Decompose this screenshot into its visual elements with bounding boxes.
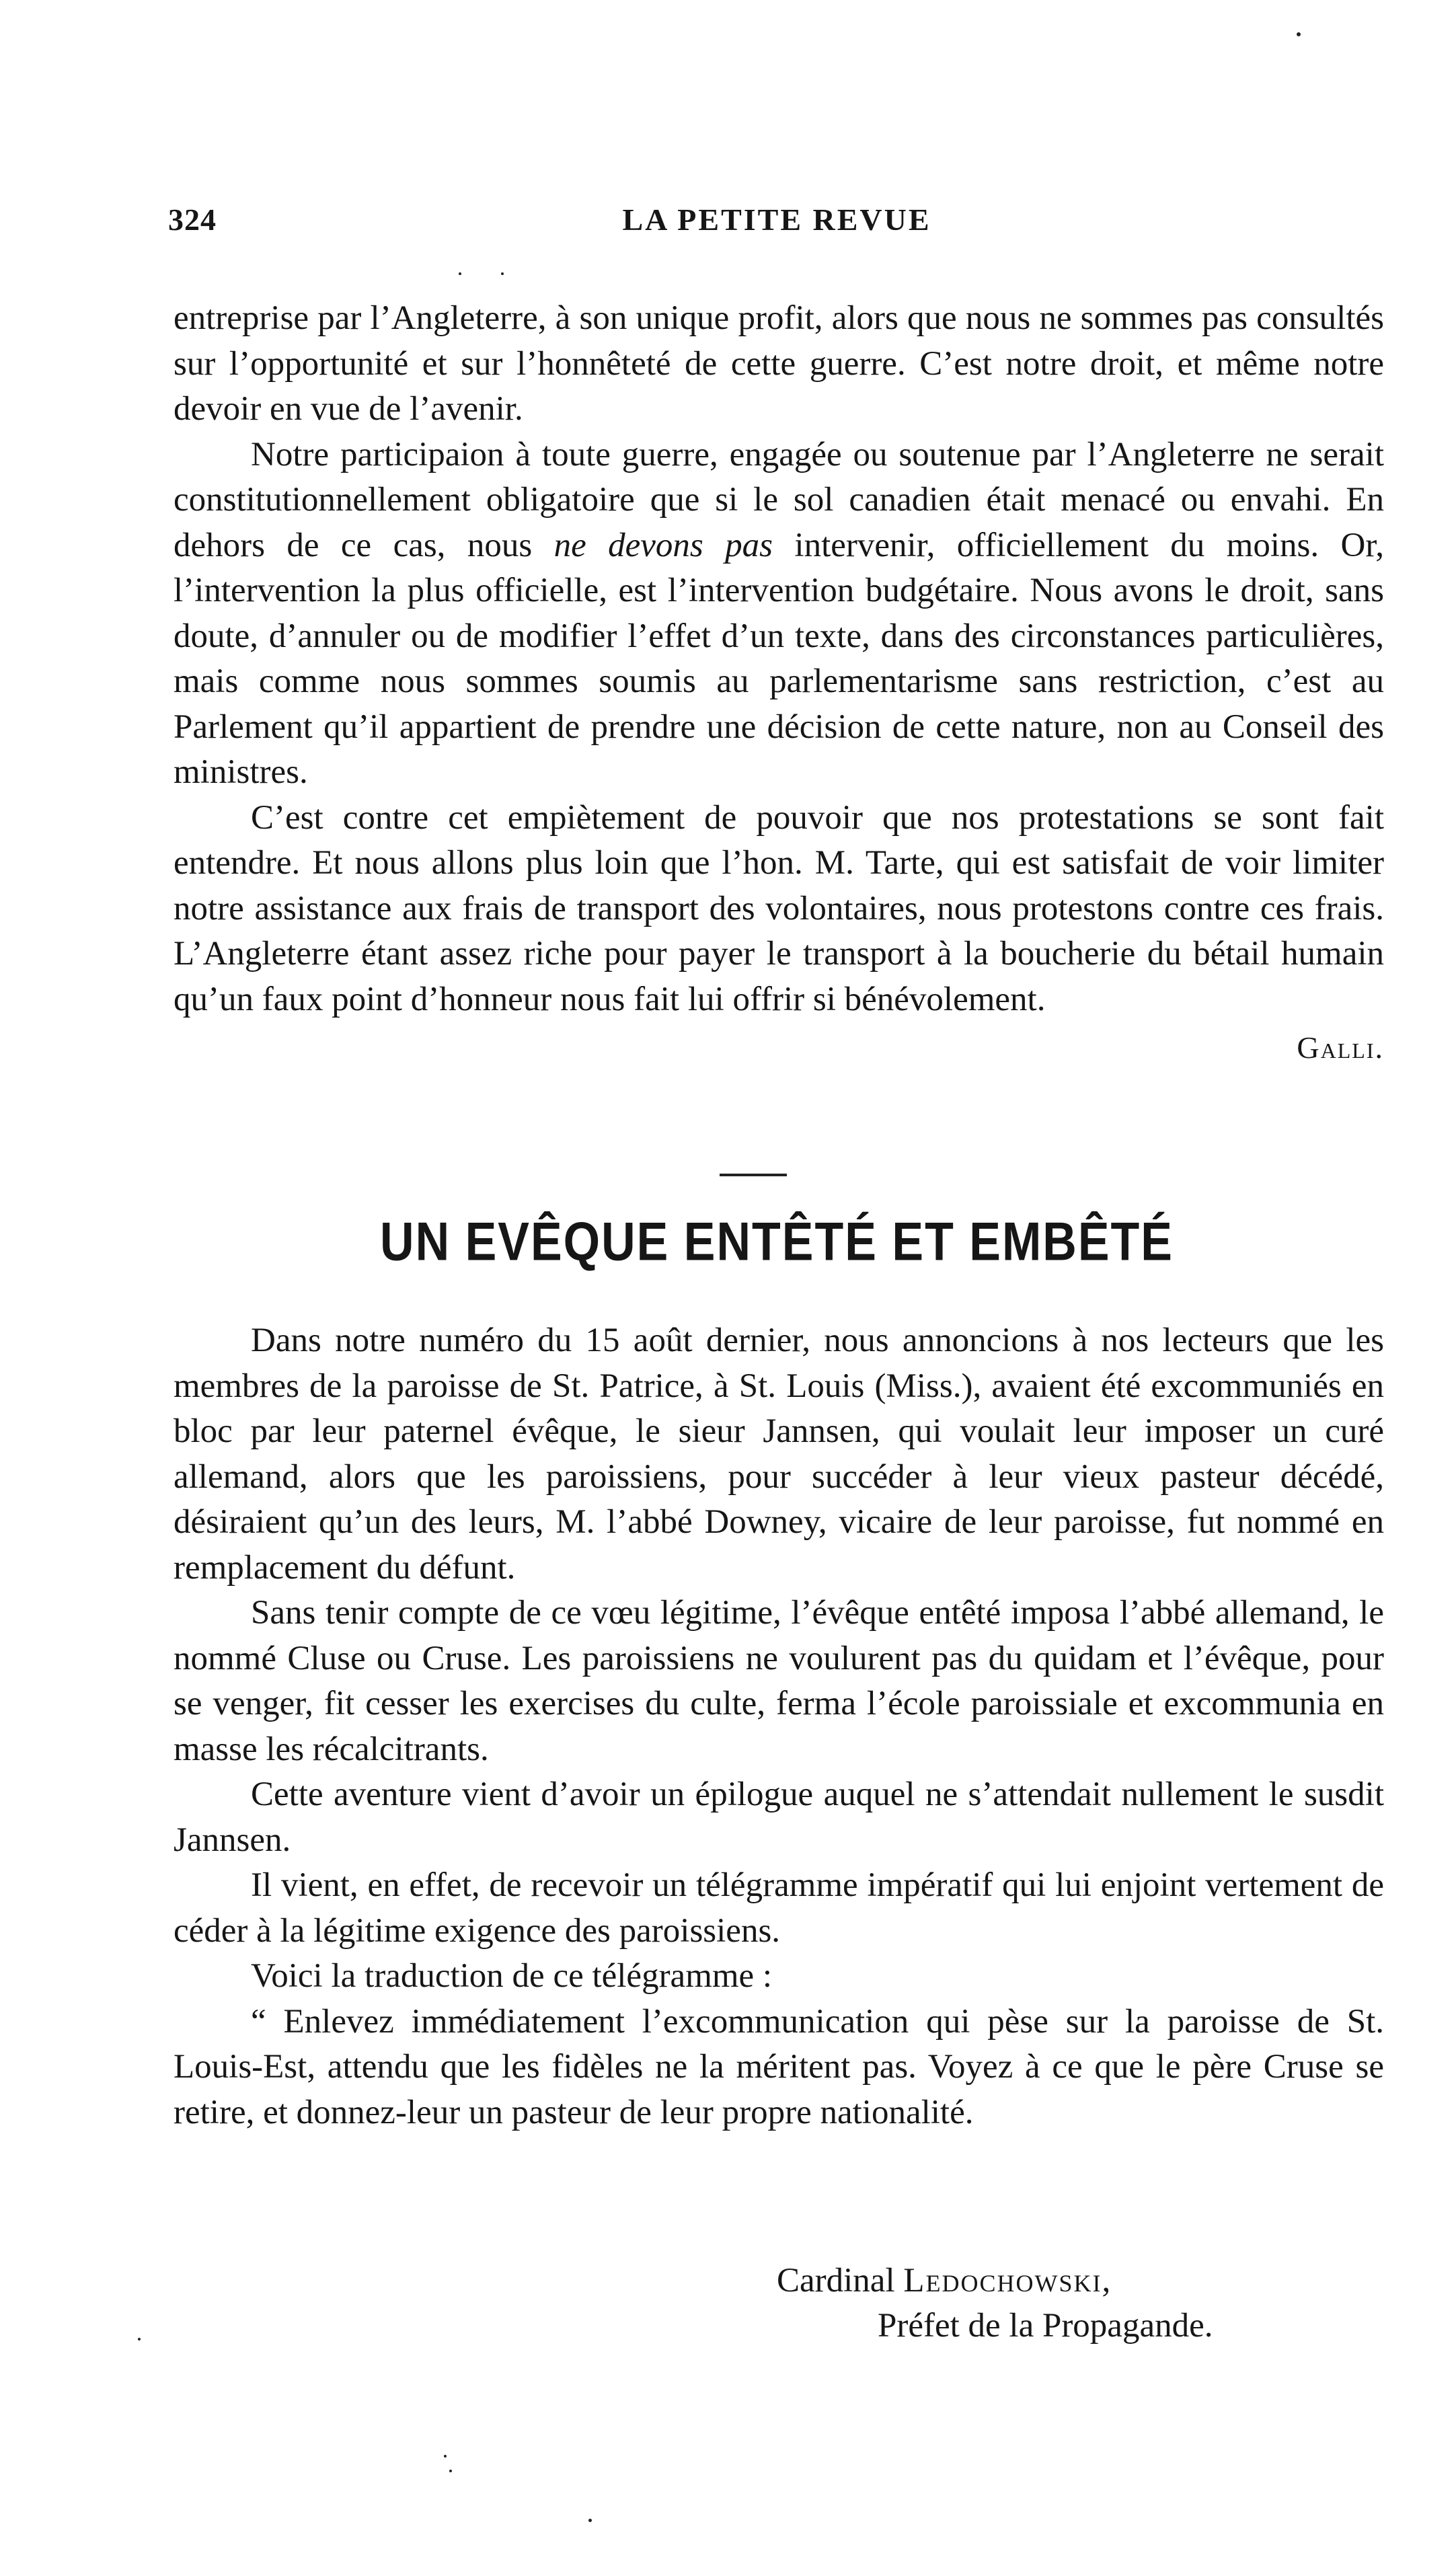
- paragraph-text: intervenir, officiellement du moins. Or, l’intervention la plus officielle, est l’intervention budgétaire. Nous avons le droit, sans doute, d’annuler ou de modifier l’effet d’un texte, dans des circonstances particulières, mais comme nous sommes soumis au parlementarisme sans restriction, c’est au Parlement qu’il appartient de prendre une décision de cette nature, non au Conseil des ministres.: [174, 526, 1385, 791]
- paragraph: [174, 432, 1384, 796]
- page-header: [168, 202, 1385, 249]
- paragraph: Dans notre numéro du 15 août dernier, nous annoncions à nos lecteurs que les membres de la paroisse de St. Patrice, à St. Louis (Miss.), avaient été excommuniés en bloc par leur paternel évêque, le sieur Jannsen, qui voulait leur imposer un curé allemand, alors que les paroissiens, pour succéder à leur vieux pasteur décédé, désiraient qu’un des leurs, M. l’abbé Downey, vicaire de leur paroisse, fut nommé en remplacement du défunt.: [174, 1322, 1384, 1587]
- ink-speck: [138, 2338, 141, 2340]
- signature-prefix: Cardinal: [777, 2262, 895, 2299]
- ink-speck: [459, 272, 461, 275]
- paragraph: Sans tenir compte de ce vœu légitime, l’évêque entêté imposa l’abbé allemand, le nommé Cluse ou Cruse. Les paroissiens ne voulurent pas du quidam et l’évêque, pour se venger, fit cesser les exercises du culte, ferma l’école paroissiale et excommunia en masse les récalcitrants.: [174, 1594, 1384, 1768]
- section-divider: [720, 1174, 787, 1176]
- telegram-signature-title: Préfet de la Propagande.: [878, 2307, 1213, 2345]
- paragraph: entreprise par l’Angleterre, à son unique profit, alors que nous ne sommes pas consultés sur l’opportunité et sur l’honnêteté de cette guerre. C’est notre droit, et même notre devoir en vue de l’avenir.: [174, 299, 1384, 428]
- paragraph-text: Notre participaion à toute guerre, engagée ou soutenue par l’Angleterre ne serait constitutionnellement obligatoire que si le sol canadien était menacé ou envahi. En dehors de ce cas, nous: [174, 435, 1384, 564]
- telegram-signature-name: [777, 2258, 1112, 2304]
- running-title: LA PETITE REVUE: [622, 202, 931, 237]
- paragraph: Il vient, en effet, de recevoir un télégramme impératif qui lui enjoint vertement de céder à la légitime exigence des paroissiens.: [174, 1866, 1384, 1950]
- italic-phrase: ne devons pas: [553, 526, 773, 564]
- ink-speck: [588, 2519, 592, 2522]
- telegram-quote: “ Enlevez immédiatement l’excommunication qui pèse sur la paroisse de St. Louis-Est, attendu que les fidèles ne la méritent pas. Voyez à ce que le père Cruse se retire, et donnez-leur un pasteur de leur propre nationalité.: [174, 2002, 1384, 2131]
- ink-speck: [1297, 32, 1301, 36]
- page-number: 324: [168, 202, 217, 237]
- paragraph: Voici la traduction de ce télégramme :: [251, 1957, 773, 1995]
- signature-name: Ledochowski,: [903, 2262, 1112, 2299]
- ink-speck: [501, 272, 504, 275]
- ink-speck: [444, 2455, 447, 2458]
- paragraph: C’est contre cet empiètement de pouvoir que nos protestations se sont fait entendre. Et nous allons plus loin que l’hon. M. Tarte, qui est satisfait de voir limiter notre assistance aux frais de transport des volontaires, nous protestons contre ces frais. L’Angleterre étant assez riche pour payer le transport à la boucherie du bétail humain qu’un faux point d’honneur nous fait lui offrir si bénévolement.: [174, 798, 1384, 1018]
- paragraph: Cette aventure vient d’avoir un épilogue auquel ne s’attendait nullement le susdit Jannsen.: [174, 1776, 1384, 1859]
- ink-speck: [449, 2470, 452, 2472]
- article-title: UN EVÊQUE ENTÊTÉ ET EMBÊTÉ: [380, 1211, 1174, 1272]
- article-continued-text: [174, 296, 1384, 1071]
- author-signature: Galli.: [1297, 1030, 1384, 1065]
- article-body: [174, 1318, 1384, 2135]
